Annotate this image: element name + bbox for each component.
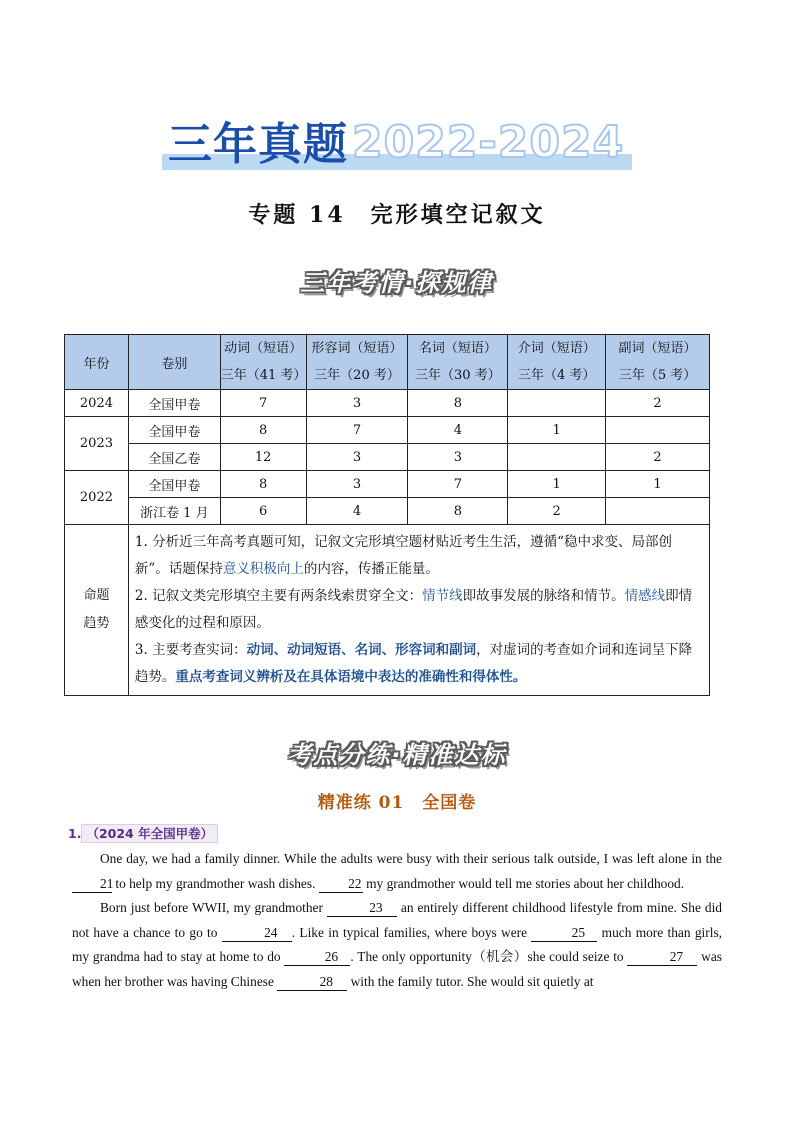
passage-paragraph-2: Born just before WWII, my grandmother 23 an entirely different childhood lifestyle from mine. She did not have a chance to go to 24 . Like in typical families, where boys were 25 much more than girls, my grandma had to stay at home to do 26 . The only opportunity（机会）she could seize to 27 was when her brother was having Chinese 28 with the family tutor. She would sit quietly at bbox=[72, 900, 722, 989]
cell-value: 8 bbox=[408, 390, 508, 417]
trend-label: 命题 趋势 bbox=[65, 525, 129, 696]
trend-point-1: 1. 分析近三年高考真题可知，记叙文完形填空题材贴近考生生活，遵循“稳中求变、局部创新”。话题保持意义积极向上的内容，传播正能量。 bbox=[134, 534, 672, 577]
banner-main-text: 三年真题 bbox=[168, 119, 348, 170]
blank-22: 22 bbox=[319, 876, 363, 893]
cell-value: 7 bbox=[220, 390, 306, 417]
cell-value: 8 bbox=[408, 498, 508, 525]
cell-paper: 全国甲卷 bbox=[128, 471, 220, 498]
table-header-row bbox=[65, 335, 710, 390]
cell-value: 8 bbox=[220, 471, 306, 498]
banner-years-text: 2022-2024 bbox=[352, 117, 625, 168]
table-row bbox=[65, 444, 710, 471]
question-label bbox=[68, 824, 218, 842]
header-paper: 卷别 bbox=[128, 335, 220, 390]
cell-value bbox=[508, 444, 606, 471]
blank-24: 24 bbox=[222, 925, 292, 942]
cell-value: 4 bbox=[408, 417, 508, 444]
trend-point-3: 3. 主要考查实词：动词、动词短语、名词、形容词和副词，对虚词的考查如介词和连词呈下降趋势。重点考查词义辨析及在具体语境中表达的准确性和得体性。 bbox=[134, 642, 693, 685]
cell-value: 2 bbox=[508, 498, 606, 525]
cell-year: 2024 bbox=[65, 390, 129, 417]
cell-value bbox=[606, 417, 710, 444]
blank-28: 28 bbox=[277, 974, 347, 991]
drill-title: 精准练 01 全国卷 bbox=[317, 793, 477, 813]
question-source: （2024 年全国甲卷） bbox=[81, 824, 218, 843]
cell-year: 2022 bbox=[65, 471, 129, 525]
blank-27: 27 bbox=[627, 949, 697, 966]
cell-value: 2 bbox=[606, 444, 710, 471]
table-row bbox=[65, 498, 710, 525]
header-verbs: 动词（短语） 三年（41 考） bbox=[220, 335, 306, 390]
cell-value: 1 bbox=[508, 417, 606, 444]
cell-value: 7 bbox=[408, 471, 508, 498]
subject-title: 专题 14 完形填空记叙文 bbox=[248, 202, 546, 228]
cell-paper: 全国甲卷 bbox=[128, 390, 220, 417]
section-heading-practice: 考点分练·精准达标 bbox=[287, 741, 507, 769]
table-row bbox=[65, 390, 710, 417]
blank-21: 21 bbox=[72, 876, 112, 893]
header-year: 年份 bbox=[65, 335, 129, 390]
cloze-passage bbox=[72, 847, 722, 994]
cell-value: 12 bbox=[220, 444, 306, 471]
cell-value: 3 bbox=[408, 444, 508, 471]
header-nouns: 名词（短语） 三年（30 考） bbox=[408, 335, 508, 390]
trend-row bbox=[65, 525, 710, 696]
cell-value: 1 bbox=[606, 471, 710, 498]
cell-value: 1 bbox=[508, 471, 606, 498]
header-prepositions: 介词（短语） 三年（4 考） bbox=[508, 335, 606, 390]
trend-point-2: 2. 记叙文类完形填空主要有两条线索贯穿全文：情节线即故事发展的脉络和情节。情感线即情感变化的过程和原因。 bbox=[134, 588, 693, 631]
title-banner bbox=[160, 118, 640, 180]
header-adverbs: 副词（短语） 三年（5 考） bbox=[606, 335, 710, 390]
cell-paper: 全国甲卷 bbox=[128, 417, 220, 444]
cell-value: 6 bbox=[220, 498, 306, 525]
table-row bbox=[65, 471, 710, 498]
cell-value: 3 bbox=[306, 471, 408, 498]
cell-value: 8 bbox=[220, 417, 306, 444]
blank-25: 25 bbox=[531, 925, 597, 942]
cell-value: 3 bbox=[306, 444, 408, 471]
cell-value: 3 bbox=[306, 390, 408, 417]
blank-26: 26 bbox=[284, 949, 350, 966]
question-number: 1. bbox=[68, 826, 82, 841]
cell-value: 4 bbox=[306, 498, 408, 525]
section-heading-trends: 三年考情·探规律 bbox=[300, 269, 494, 297]
table-row bbox=[65, 417, 710, 444]
cell-value bbox=[606, 498, 710, 525]
exam-statistics-table bbox=[64, 334, 710, 696]
blank-23: 23 bbox=[327, 900, 397, 917]
cell-year: 2023 bbox=[65, 417, 129, 471]
cell-value: 2 bbox=[606, 390, 710, 417]
passage-paragraph-1: One day, we had a family dinner. While the adults were busy with their serious talk outside, I was left alone in the 21 to help my grandmother wash dishes. 22 my grandmother would tell me stories about her childhood. bbox=[72, 847, 722, 896]
trend-description bbox=[128, 525, 709, 696]
cell-value: 7 bbox=[306, 417, 408, 444]
header-adjectives: 形容词（短语） 三年（20 考） bbox=[306, 335, 408, 390]
cell-paper: 浙江卷 1 月 bbox=[128, 498, 220, 525]
cell-paper: 全国乙卷 bbox=[128, 444, 220, 471]
cell-value bbox=[508, 390, 606, 417]
